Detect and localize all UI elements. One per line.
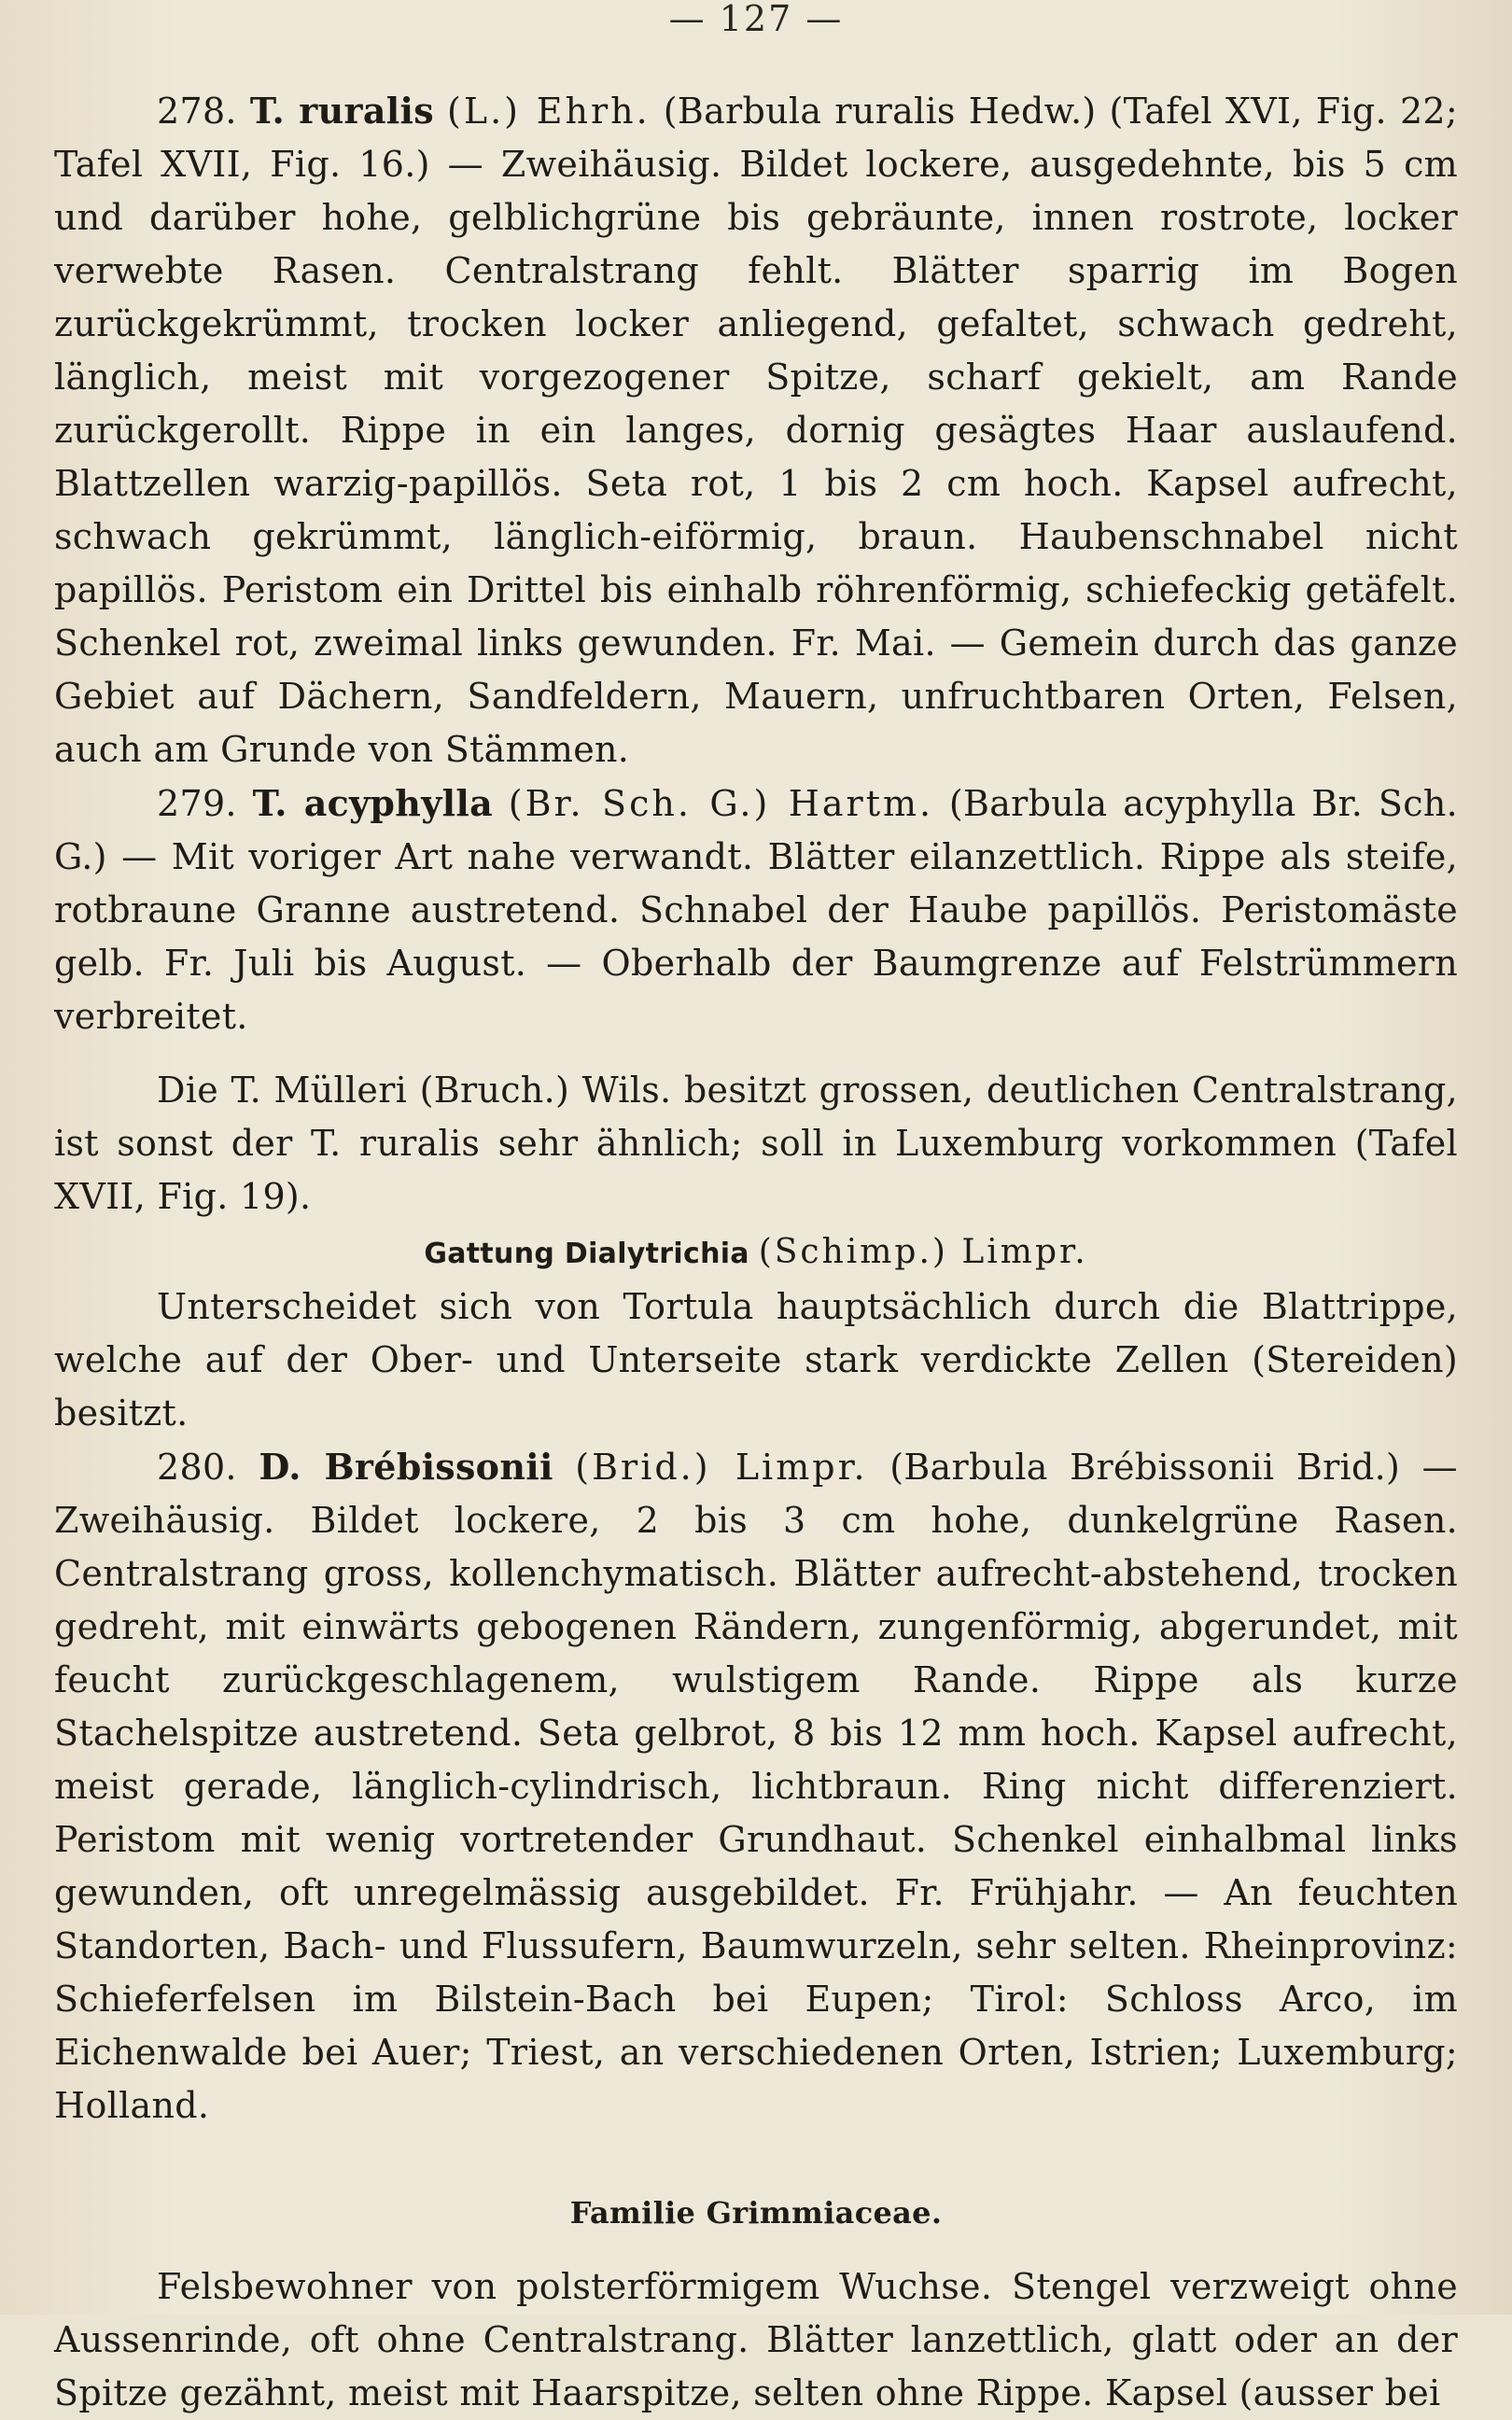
entry-text: (Barbula ruralis Hedw.) (Tafel XVI, Fig. 22; Tafel XVII, Fig. 16.) — Zweihäusig. Bildet lockere, ausgedehnte, bis 5 cm und darüber hohe, gelblichgrüne bis gebräunte, innen rostrote, locker verwebte Rasen. Centralstrang fehlt. Blätter sparrig im Bogen zurückgekrümmt, trocken locker anliegend, gefaltet, schwach gedreht, länglich, meist mit vorgezogener Spitze, scharf gekielt, am Rande zurückgerollt. Rippe in ein langes, dornig gesägtes Haar auslaufend. Blattzellen warzig-papillös. Seta rot, 1 bis 2 cm hoch. Kapsel aufrecht, schwach gekrümmt, länglich-eiförmig, braun. Haubenschnabel nicht papillös. Peristom ein Drittel bis einhalb röhrenförmig, schiefeckig getäfelt. Schenkel rot, zweimal links gewunden. Fr. Mai. — Gemein durch das ganze Gebiet auf Dächern, Sandfeldern, Mauern, unfruchtbaren Orten, Felsen, auch am Grunde von Stämmen. [54,91,1458,770]
family-heading: Familie Grimmiaceae. [569,2195,943,2231]
page-number: — 127 — [668,0,844,39]
genus-author: (Schimp.) Limpr. [758,1233,1088,1271]
entry-280 [54,1440,1458,2133]
entry-number: 280. [157,1447,237,1488]
species-name: T. ruralis [249,90,434,132]
entry-278 [54,84,1458,776]
species-author: (Brid.) Limpr. [575,1447,868,1488]
species-author: (Br. Sch. G.) Hartm. [508,783,934,824]
genus-description: Unterscheidet sich von Tortula hauptsächlich durch die Blattrippe, welche auf der Ober- und Unterseite stark verdickte Zellen (Stereiden) besitzt. [54,1286,1458,1434]
species-name: D. Brébissonii [259,1446,553,1488]
entry-279 [54,776,1458,1043]
entry-number: 279. [157,783,237,824]
genus-heading [54,1225,1458,1280]
entry-number: 278. [157,91,237,132]
species-author: (L.) Ehrh. [447,91,651,132]
page-content [54,84,1458,2420]
species-name: T. acyphylla [252,782,494,824]
entry-text: (Barbula Brébissonii Brid.) — Zweihäusig. Bildet lockere, 2 bis 3 cm hohe, dunkelgrüne Rasen. Centralstrang gross, kollenchymatisch. Blätter aufrecht-abstehend, trocken gedreht, mit einwärts gebogenen Rändern, zungenförmig, abgerundet, mit feucht zurückgeschlagenem, wulstigem Rande. Rippe als kurze Stachelspitze austretend. Seta gelbrot, 8 bis 12 mm hoch. Kapsel aufrecht, meist gerade, länglich-cylindrisch, lichtbraun. Ring nicht differenziert. Peristom mit wenig vortretender Grundhaut. Schenkel einhalbmal links gewunden, oft unregelmässig ausgebildet. Fr. Frühjahr. — An feuchten Standorten, Bach- und Flussufern, Baumwurzeln, sehr selten. Rheinprovinz: Schieferfelsen im Bilstein-Bach bei Eupen; Tirol: Schloss Arco, im Eichenwalde bei Auer; Triest, an verschiedenen Orten, Istrien; Luxemburg; Holland. [54,1447,1458,2126]
entry-text: (Barbula acyphylla Br. Sch. G.) — Mit voriger Art nahe verwandt. Blätter eilanzettlich. Rippe als steife, rotbraune Granne austretend. Schnabel der Haube papillös. Peristomäste gelb. Fr. Juli bis August. — Oberhalb der Baumgrenze auf Felstrümmern verbreitet. [54,783,1458,1037]
note-mulleri: Die T. Mülleri (Bruch.) Wils. besitzt grossen, deutlichen Centralstrang, ist sonst der T. ruralis sehr ähnlich; soll in Luxemburg vorkommen (Tafel XVII, Fig. 19). [54,1070,1458,1217]
genus-label: Gattung Dialytrichia [424,1238,749,1270]
family-description: Felsbewohner von polsterförmigem Wuchse. Stengel verzweigt ohne Aussenrinde, oft ohne Centralstrang. Blätter lanzettlich, glatt oder an der Spitze gezähnt, meist mit Haarspitze, selten ohne Rippe. Kapsel (ausser bei [54,2266,1458,2413]
